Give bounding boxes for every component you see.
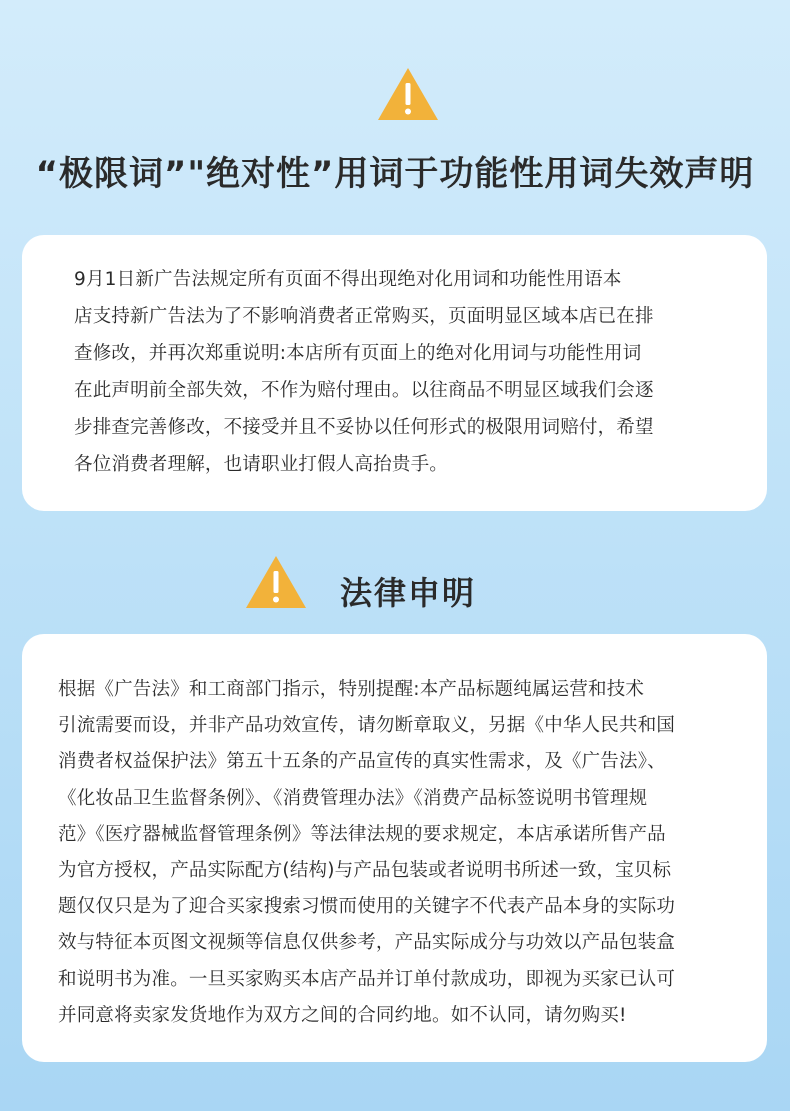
warning-icon xyxy=(378,68,438,120)
disclaimer-line: 在此声明前全部失效，不作为赔付理由。以往商品不明显区域我们会逐 xyxy=(74,380,654,401)
disclaimer-title: “极限词”"绝对性”用词于功能性用词失效声明 xyxy=(35,154,755,194)
legal-statement-card xyxy=(22,634,767,1062)
legal-line: 消费者权益保护法》第五十五条的产品宣传的真实性需求，及《广告法》、 xyxy=(58,751,666,773)
disclaimer-card xyxy=(22,235,767,511)
legal-statement-text xyxy=(58,672,738,1034)
legal-statement-title: 法律申明 xyxy=(340,574,477,612)
disclaimer-text xyxy=(74,261,714,483)
disclaimer-line: 9月1日新广告法规定所有页面不得出现绝对化用词和功能性用语本 xyxy=(74,269,622,290)
disclaimer-line: 查修改，并再次郑重说明:本店所有页面上的绝对化用词与功能性用词 xyxy=(74,343,642,364)
legal-line: 并同意将卖家发货地作为双方之间的合同约地。如不认同，请勿购买! xyxy=(58,1004,627,1026)
legal-line: 和说明书为准。一旦买家购买本店产品并订单付款成功，即视为买家已认可 xyxy=(58,968,676,990)
disclaimer-line: 步排查完善修改，不接受并且不妥协以任何形式的极限用词赔付，希望 xyxy=(74,417,654,438)
warning-icon xyxy=(246,556,306,608)
disclaimer-line: 店支持新广告法为了不影响消费者正常购买，页面明显区域本店已在排 xyxy=(74,306,654,327)
legal-line: 题仅仅只是为了迎合买家搜索习惯而使用的关键字不代表产品本身的实际功 xyxy=(58,896,676,918)
legal-line: 引流需要而设，并非产品功效宣传，请勿断章取义，另据《中华人民共和国 xyxy=(58,715,676,737)
legal-line: 范》《医疗器械监督管理条例》等法律法规的要求规定，本店承诺所售产品 xyxy=(58,823,666,845)
legal-line: 《化妆品卫生监督条例》、《消费管理办法》《消费产品标签说明书管理规 xyxy=(58,787,648,809)
legal-line: 效与特征本页图文视频等信息仅供参考，产品实际成分与功效以产品包装盒 xyxy=(58,932,676,954)
legal-line: 根据《广告法》和工商部门指示，特别提醒:本产品标题纯属运营和技术 xyxy=(58,679,645,700)
legal-line: 为官方授权，产品实际配方(结构)与产品包装或者说明书所述一致，宝贝标 xyxy=(58,860,672,882)
disclaimer-line: 各位消费者理解，也请职业打假人高抬贵手。 xyxy=(74,454,449,475)
